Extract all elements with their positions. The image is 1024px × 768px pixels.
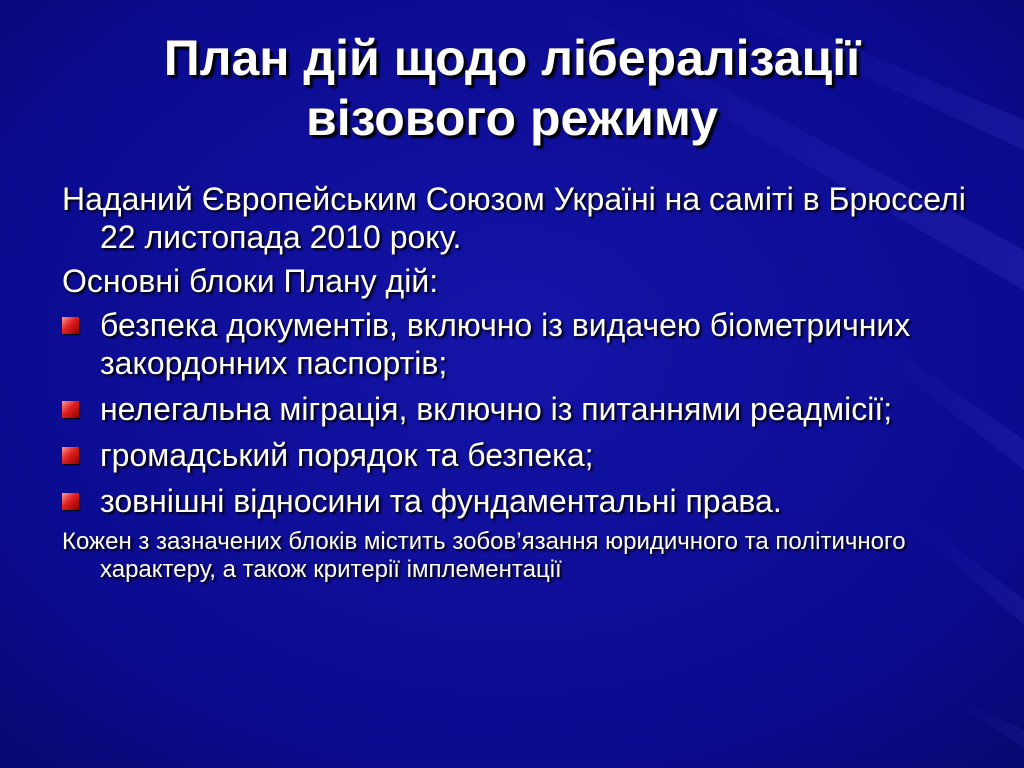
- slide-body: [62, 180, 982, 590]
- bullet-list: [62, 306, 982, 520]
- red-square-bullet-icon: [62, 317, 79, 334]
- red-square-bullet-icon: [62, 447, 79, 464]
- note-paragraph: Кожен з зазначених блоків містить зобов’язання юридичного та політичного характеру, а також критерії імплементації: [62, 528, 906, 583]
- list-item: [62, 482, 982, 520]
- title-line-1: План дій щодо лібералізації: [163, 30, 861, 86]
- intro-paragraph: Наданий Європейським Союзом Україні на саміті в Брюсселі 22 листопада 2010 року.: [62, 181, 966, 255]
- slide-title: [0, 28, 1024, 148]
- bullet-text: безпека документів, включно із видачею біометричних закордонних паспортів;: [100, 307, 911, 381]
- title-line-2: візового режиму: [305, 90, 718, 146]
- bullet-text: нелегальна міграція, включно із питаннями реадмісії;: [100, 391, 893, 427]
- bullet-text: зовнішні відносини та фундаментальні права.: [100, 483, 782, 519]
- blocks-heading: Основні блоки Плану дій:: [62, 263, 439, 299]
- red-square-bullet-icon: [62, 401, 79, 418]
- list-item: [62, 436, 982, 474]
- list-item: [62, 306, 982, 382]
- red-square-bullet-icon: [62, 493, 79, 510]
- list-item: [62, 390, 982, 428]
- bullet-text: громадський порядок та безпека;: [100, 437, 594, 473]
